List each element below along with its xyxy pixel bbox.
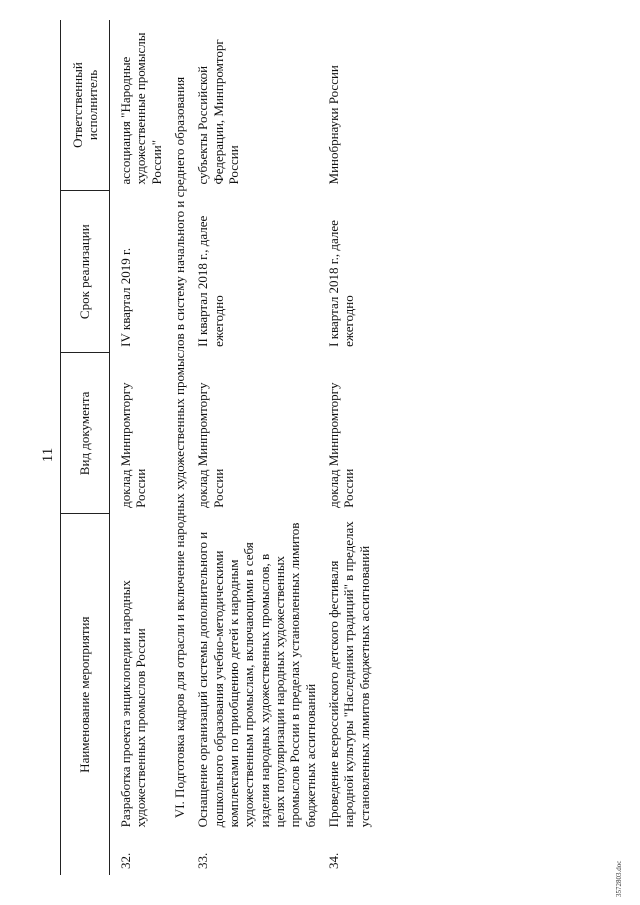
- header-executor: Ответственный исполнитель: [61, 20, 110, 190]
- row-name: Оснащение организаций системы дополнительного и дошкольного образования учебно-методическими комплектами по приобщению детей к народным художественным промыслам, включающими в себя изделия народных художественных промыслов, в целях популяризации народных художественных промыслов России в пределах установленных лимитов бюджетных ассигнований: [195, 522, 318, 828]
- table-header-row: [61, 20, 110, 875]
- row-term: I квартал 2018 г., далее ежегодно: [325, 220, 357, 347]
- row-document-type: доклад Минпромторгу России: [118, 382, 149, 508]
- page-number: 11: [40, 447, 56, 463]
- row-document-type: доклад Минпромторгу России: [325, 382, 357, 508]
- section-row: [164, 20, 187, 875]
- header-term: Срок реализации: [61, 190, 110, 352]
- table-row: [187, 20, 318, 875]
- row-executor: субъекты Российской Федерации, Минпромторг России: [195, 39, 241, 185]
- action-plan-table: [60, 20, 372, 875]
- row-term: II квартал 2018 г., далее ежегодно: [195, 215, 226, 347]
- row-name: Разработка проекта энциклопедии народных художественных промыслов России: [118, 580, 149, 828]
- document-reference: 3572803.doc: [615, 860, 623, 897]
- row-document-type: доклад Минпромторгу России: [195, 382, 226, 508]
- row-number: 34.: [325, 852, 341, 869]
- section-title: VI. Подготовка кадров для отрасли и включение народных художественных промыслов в систему начального и среднего образования: [171, 76, 187, 819]
- row-name: Проведение всероссийского детского фестиваля народной культуры "Наследники традиций" в пределах установленных лимитов бюджетных ассигнований: [325, 521, 372, 828]
- row-executor: ассоциация "Народные художественные промыслы России": [118, 32, 164, 185]
- header-name: Наименование мероприятия: [61, 514, 110, 875]
- table-row: [110, 20, 164, 875]
- row-number: 33.: [195, 852, 211, 869]
- table-row: [318, 20, 372, 875]
- row-term: IV квартал 2019 г.: [118, 247, 133, 347]
- row-number: 32.: [118, 852, 133, 869]
- header-document-type: Вид документа: [61, 353, 110, 514]
- row-executor: Минобрнауки России: [325, 65, 341, 185]
